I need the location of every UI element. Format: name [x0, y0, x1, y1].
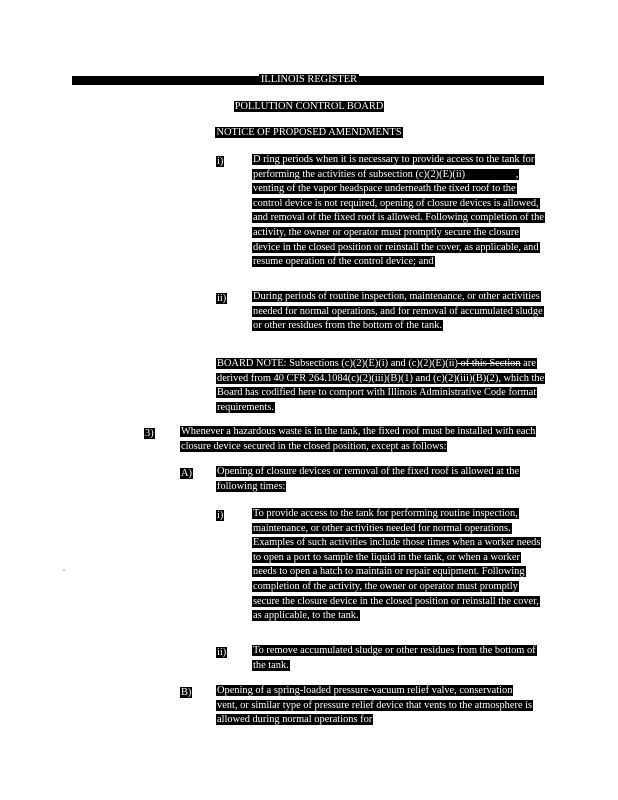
item-Ai-text: To provide access to the tank for performing routine inspection, maintenance, or other activities needed for normal operations. Examples of such activities include those times when a worker needs to open a port to sample the liquid in the tank, or when a worker needs to open a hatch to maintain or repair equipment. Following completion of the activity, the owner or operator must promptly secure the closure device in the closed position or reinstall the cover, as applicable, to the tank. — [253, 508, 541, 622]
notice-title: NOTICE OF PROPOSED AMENDMENTS — [216, 127, 402, 138]
item-Aii-text: To remove accumulated sludge or other residues from the bottom of the tank. — [253, 645, 536, 671]
register-title: ILLINOIS REGISTER — [260, 74, 358, 85]
scan-speck — [63, 569, 65, 571]
item-3-label: 3) — [145, 428, 154, 439]
item-3-text: Whenever a hazardous waste is in the tank, the fixed roof must be installed with each closure device secured in the closed position, except as follows: — [181, 426, 536, 452]
item-Aii-label: ii) — [217, 647, 227, 658]
item-B-label: B) — [181, 687, 192, 698]
board-title: POLLUTION CONTROL BOARD — [234, 101, 384, 112]
item-i-text: D ring periods when it is necessary to provide access to the tank for performing the activities of subsection (c)(2)(E)(ii) , venting of the vapor headspace underneath the tixed roof to the control device is not required, opening of closure devices is allowed, and removal of the fixed roof is allowed. Following completion of the activity, the owner or operator must promptly secure the closure device in the closed position or reinstall the cover, as applicable, and resume operation of the control device; and — [253, 154, 544, 268]
redaction-mark — [468, 173, 516, 176]
item-A-text: Opening of closure devices or removal of the fixed roof is allowed at the following times: — [217, 466, 520, 492]
item-ii-text: During periods of routine inspection, maintenance, or other activities needed for normal operations, and for removal of accumulated sludge or other residues from the bottom of the tank. — [253, 291, 543, 332]
board-note: BOARD NOTE: Subsections (c)(2)(E)(i) and (c)(2)(E)(ii) of this Section are derived from 40 CFR 264.1084(c)(2)(iii)(B)(1) and (c)(2)(iii)(B)(2), which the Board has codified here to comport with Illinois Administrative Code format requirements. — [217, 358, 545, 413]
item-Ai-label: i) — [217, 510, 224, 521]
item-i-label: i) — [217, 156, 224, 167]
item-ii-label: ii) — [217, 293, 227, 304]
item-B-text: Opening of a spring-loaded pressure-vacuum relief valve, conservation vent, or similar type of pressure relief device that vents to the atmosphere is allowed during normal operations for — [217, 685, 533, 726]
item-A-label: A) — [181, 468, 192, 479]
